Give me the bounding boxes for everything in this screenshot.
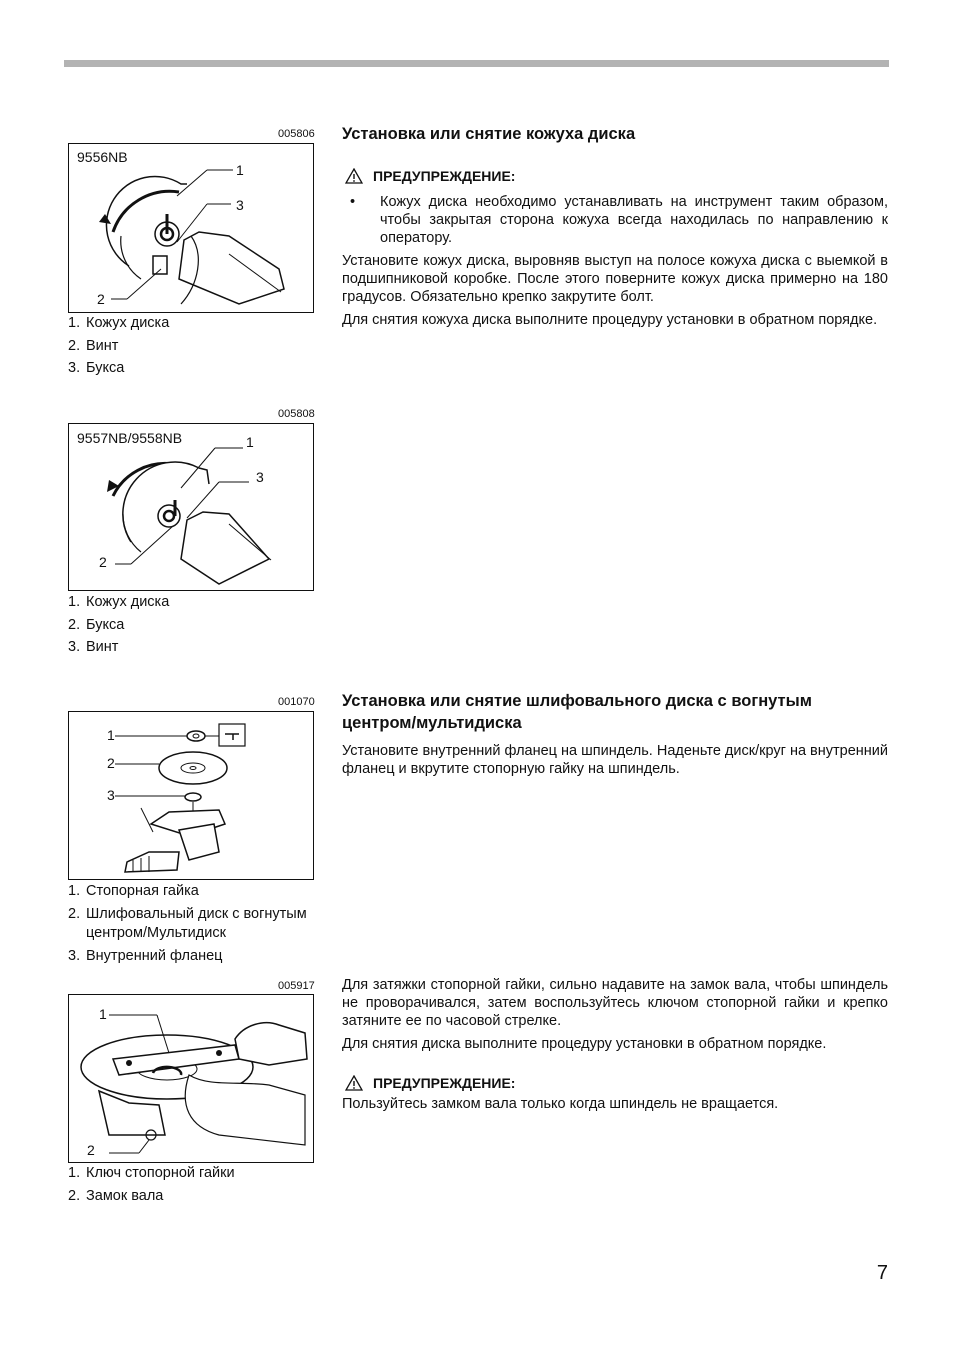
callout-1: 1 bbox=[236, 162, 244, 178]
legend-item: 2. Замок вала bbox=[68, 1187, 164, 1204]
figure-legend bbox=[68, 312, 169, 380]
warning-bullet bbox=[342, 193, 888, 247]
figure-code: 005806 bbox=[278, 128, 315, 140]
callout-3: 3 bbox=[107, 787, 115, 803]
disc-assembly-illustration bbox=[69, 712, 315, 881]
figure-9557nb bbox=[68, 423, 314, 591]
figure-code: 005808 bbox=[278, 408, 315, 420]
legend-item: 3. Винт bbox=[68, 639, 119, 655]
callout-1: 1 bbox=[107, 727, 115, 743]
guard-illustration bbox=[69, 144, 315, 314]
callout-2: 2 bbox=[107, 755, 115, 771]
legend-item: 2. Винт bbox=[68, 337, 119, 354]
callout-3: 3 bbox=[236, 197, 244, 213]
legend-item: 1. Стопорная гайка bbox=[68, 883, 199, 899]
header-rule bbox=[64, 60, 889, 67]
legend-item: 2. Шлифовальный диск с вогнутым центром/Мультидиск bbox=[68, 905, 307, 941]
figure-legend bbox=[68, 1162, 235, 1207]
warning-heading bbox=[345, 1075, 515, 1091]
model-label: 9557NB/9558NB bbox=[77, 430, 183, 446]
page-number: 7 bbox=[876, 1262, 888, 1284]
paragraph: Для снятия диска выполните процедуру установки в обратном порядке. bbox=[342, 1036, 827, 1052]
bullet-text: Кожух диска необходимо устанавливать на инструмент таким образом, чтобы закрытая сторона кожуха всегда находилась по направлению к оператору. bbox=[380, 194, 888, 246]
callout-3: 3 bbox=[256, 469, 264, 485]
warning-label: ПРЕДУПРЕЖДЕНИЕ: bbox=[373, 168, 516, 184]
legend-item: 1. Ключ стопорной гайки bbox=[68, 1165, 235, 1181]
model-label: 9556NB bbox=[77, 149, 128, 165]
figure-lock-nut-wrench bbox=[68, 994, 314, 1163]
paragraph: Для снятия кожуха диска выполните процедуру установки в обратном порядке. bbox=[342, 312, 878, 328]
figure-9556nb bbox=[68, 143, 314, 313]
legend-item: 1. Кожух диска bbox=[68, 315, 170, 331]
figure-disc-assembly bbox=[68, 711, 314, 880]
figure-legend bbox=[68, 880, 330, 967]
warning-label: ПРЕДУПРЕЖДЕНИЕ: bbox=[373, 1075, 516, 1091]
warning-triangle-icon bbox=[345, 1075, 363, 1091]
warning-triangle-icon bbox=[345, 168, 363, 184]
paragraph: Установите кожух диска, выровняв выступ на полосе кожуха диска с выемкой в подшипниковой коробке. После этого поверните кожух диска примерно на 180 градусов. Обязательно крепко закрутите болт. bbox=[342, 253, 888, 305]
figure-legend bbox=[68, 591, 169, 659]
callout-2: 2 bbox=[99, 554, 107, 570]
callout-1: 1 bbox=[246, 434, 254, 450]
legend-item: 2. Букса bbox=[68, 616, 125, 633]
legend-item: 3. Букса bbox=[68, 360, 125, 376]
callout-2: 2 bbox=[87, 1142, 95, 1158]
bullet-dot: • bbox=[350, 194, 356, 210]
section-title: Установка или снятие шлифовального диска с вогнутым центром/мультидиска bbox=[342, 692, 812, 732]
paragraph: Установите внутренний фланец на шпиндель. Наденьте диск/круг на внутренний фланец и вкрутите стопорную гайку на шпиндель. bbox=[342, 743, 888, 777]
callout-2: 2 bbox=[97, 291, 105, 307]
callout-1: 1 bbox=[99, 1006, 107, 1022]
section-title: Установка или снятие кожуха диска bbox=[342, 125, 636, 143]
paragraph: Для затяжки стопорной гайки, сильно надавите на замок вала, чтобы шпиндель не проворачивался, затем воспользуйтесь ключом стопорной гайки и крепко затяните ее по часовой стрелке. bbox=[342, 977, 888, 1029]
warning-heading bbox=[345, 168, 515, 184]
legend-item: 3. Внутренний фланец bbox=[68, 947, 223, 964]
figure-code: 001070 bbox=[278, 696, 315, 708]
figure-code: 005917 bbox=[278, 980, 315, 992]
warning-text: Пользуйтесь замком вала только когда шпиндель не вращается. bbox=[342, 1096, 779, 1112]
legend-item: 1. Кожух диска bbox=[68, 594, 170, 610]
